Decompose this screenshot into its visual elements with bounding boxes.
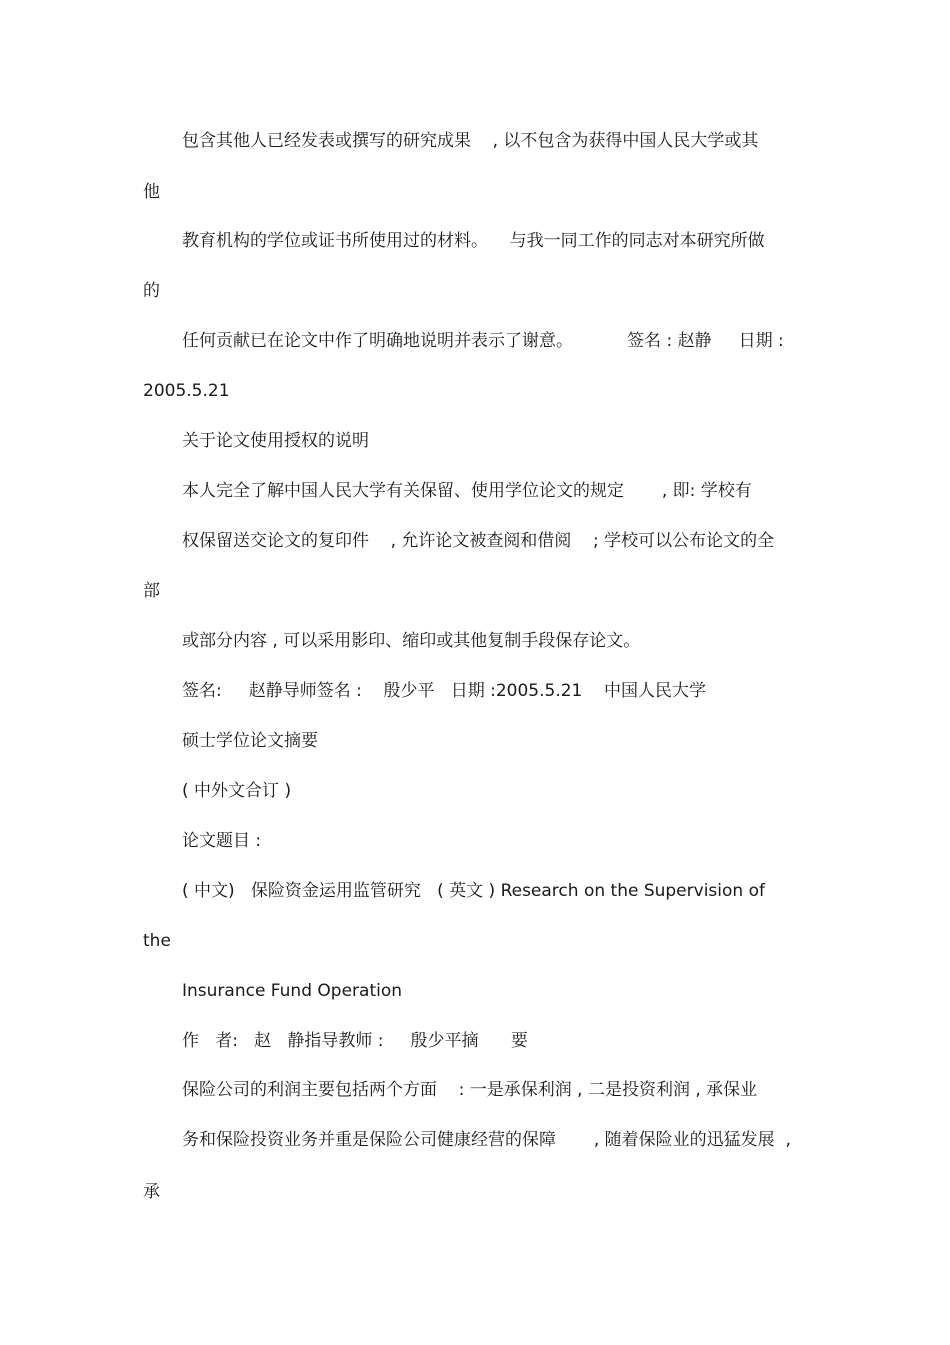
text-line: 论文题目 : [182, 831, 262, 851]
text-line: 权保留送交论文的复印件 , 允许论文被查阅和借阅 ; 学校可以公布论文的全 [182, 531, 775, 551]
section-heading: 硕士学位论文摘要 [182, 731, 318, 751]
text-line: 务和保险投资业务并重是保险公司健康经营的保障 , 随着保险业的迅猛发展 , [182, 1130, 791, 1150]
text-line: 2005.5.21 [143, 381, 230, 401]
title-line: Insurance Fund Operation [182, 981, 403, 1001]
text-line: 的 [143, 281, 160, 301]
text-line: 包含其他人已经发表或撰写的研究成果 , 以不包含为获得中国人民大学或其 [182, 131, 759, 151]
text-line: 保险公司的利润主要包括两个方面 : 一是承保利润 , 二是投资利润 , 承保业 [182, 1080, 758, 1100]
text-line: 部 [143, 581, 160, 601]
section-heading: 关于论文使用授权的说明 [182, 431, 369, 451]
author-line: 作 者: 赵 静指导教师 : 殷少平摘 要 [182, 1031, 528, 1051]
text-line: 他 [143, 182, 160, 202]
title-line: the [143, 931, 171, 951]
title-line: ( 中文) 保险资金运用监管研究 ( 英文 ) Research on the Supervision of [182, 881, 765, 901]
text-line: 教育机构的学位或证书所使用过的材料。 与我一同工作的同志对本研究所做 [182, 231, 765, 251]
text-line: 承 [143, 1182, 160, 1202]
text-line: 本人完全了解中国人民大学有关保留、使用学位论文的规定 , 即: 学校有 [182, 481, 752, 501]
text-line: ( 中外文合订 ) [182, 781, 292, 801]
signature-line: 签名: 赵静导师签名 : 殷少平 日期 :2005.5.21 中国人民大学 [182, 681, 706, 701]
text-line: 任何贡献已在论文中作了明确地说明并表示了谢意。 签名 : 赵静 日期 : [182, 331, 784, 351]
text-line: 或部分内容 , 可以采用影印、缩印或其他复制手段保存论文。 [182, 631, 641, 651]
